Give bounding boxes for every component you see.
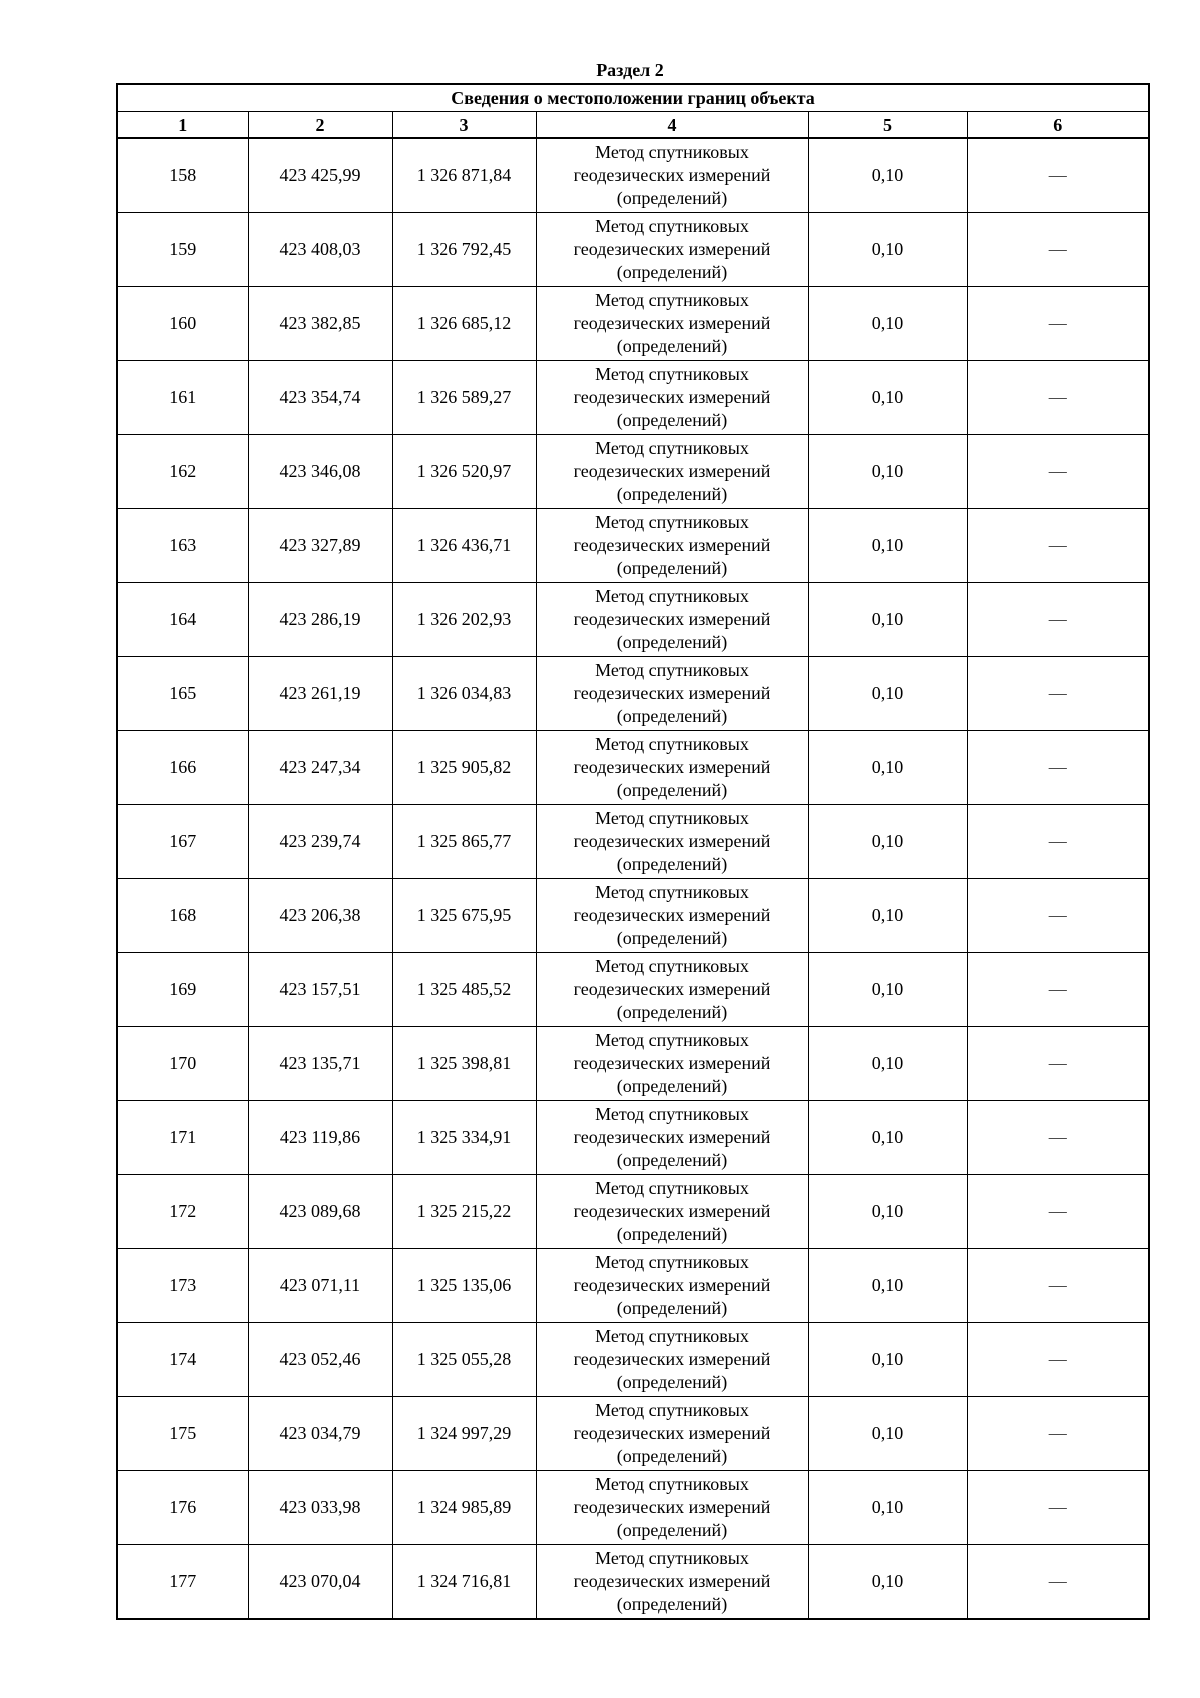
note-cell: — — [967, 1027, 1149, 1101]
accuracy-cell: 0,10 — [808, 1101, 967, 1175]
point-number-cell: 175 — [117, 1397, 248, 1471]
coordinate-y-cell: 1 325 398,81 — [392, 1027, 536, 1101]
method-text: Метод спутниковых геодезических измерений (определений) — [573, 1474, 771, 1540]
method-cell — [536, 657, 808, 731]
coordinate-y-cell: 1 325 905,82 — [392, 731, 536, 805]
note-cell: — — [967, 731, 1149, 805]
point-number-cell: 176 — [117, 1471, 248, 1545]
table-row — [117, 805, 1149, 879]
coordinate-y-cell: 1 326 685,12 — [392, 287, 536, 361]
method-text: Метод спутниковых геодезических измерений (определений) — [573, 1030, 771, 1096]
note-cell: — — [967, 953, 1149, 1027]
point-number-cell: 164 — [117, 583, 248, 657]
coordinate-y-cell: 1 326 202,93 — [392, 583, 536, 657]
coordinate-y-cell: 1 325 135,06 — [392, 1249, 536, 1323]
boundary-table — [116, 83, 1150, 1620]
method-cell — [536, 361, 808, 435]
accuracy-cell: 0,10 — [808, 657, 967, 731]
method-cell — [536, 1027, 808, 1101]
point-number-cell: 169 — [117, 953, 248, 1027]
coordinate-x-cell: 423 286,19 — [248, 583, 392, 657]
table-row — [117, 361, 1149, 435]
table-title: Сведения о местоположении границ объекта — [117, 84, 1149, 112]
point-number-cell: 171 — [117, 1101, 248, 1175]
note-cell: — — [967, 287, 1149, 361]
point-number-cell: 168 — [117, 879, 248, 953]
accuracy-cell: 0,10 — [808, 583, 967, 657]
coordinate-y-cell: 1 326 871,84 — [392, 138, 536, 213]
method-text: Метод спутниковых геодезических измерений (определений) — [573, 660, 771, 726]
table-row — [117, 287, 1149, 361]
accuracy-cell: 0,10 — [808, 1175, 967, 1249]
accuracy-cell: 0,10 — [808, 361, 967, 435]
coordinate-y-cell: 1 325 485,52 — [392, 953, 536, 1027]
point-number-cell: 160 — [117, 287, 248, 361]
coordinate-x-cell: 423 354,74 — [248, 361, 392, 435]
point-number-cell: 163 — [117, 509, 248, 583]
method-cell — [536, 953, 808, 1027]
point-number-cell: 170 — [117, 1027, 248, 1101]
coordinate-y-cell: 1 325 055,28 — [392, 1323, 536, 1397]
table-row — [117, 1101, 1149, 1175]
method-cell — [536, 1397, 808, 1471]
column-header: 2 — [248, 112, 392, 139]
table-row — [117, 953, 1149, 1027]
coordinate-x-cell: 423 247,34 — [248, 731, 392, 805]
point-number-cell: 174 — [117, 1323, 248, 1397]
accuracy-cell: 0,10 — [808, 213, 967, 287]
coordinate-x-cell: 423 033,98 — [248, 1471, 392, 1545]
note-cell: — — [967, 435, 1149, 509]
method-cell — [536, 805, 808, 879]
coordinate-x-cell: 423 346,08 — [248, 435, 392, 509]
table-row — [117, 213, 1149, 287]
note-cell: — — [967, 361, 1149, 435]
accuracy-cell: 0,10 — [808, 287, 967, 361]
coordinate-y-cell: 1 324 716,81 — [392, 1545, 536, 1620]
accuracy-cell: 0,10 — [808, 805, 967, 879]
method-text: Метод спутниковых геодезических измерений (определений) — [573, 1548, 771, 1614]
point-number-cell: 172 — [117, 1175, 248, 1249]
accuracy-cell: 0,10 — [808, 1397, 967, 1471]
note-cell: — — [967, 1101, 1149, 1175]
table-row — [117, 879, 1149, 953]
method-cell — [536, 1471, 808, 1545]
coordinate-y-cell: 1 326 034,83 — [392, 657, 536, 731]
accuracy-cell: 0,10 — [808, 1027, 967, 1101]
method-text: Метод спутниковых геодезических измерений (определений) — [573, 512, 771, 578]
table-row — [117, 1249, 1149, 1323]
table-row — [117, 657, 1149, 731]
note-cell: — — [967, 805, 1149, 879]
point-number-cell: 173 — [117, 1249, 248, 1323]
coordinate-y-cell: 1 326 436,71 — [392, 509, 536, 583]
method-cell — [536, 138, 808, 213]
coordinate-x-cell: 423 408,03 — [248, 213, 392, 287]
note-cell: — — [967, 509, 1149, 583]
coordinate-x-cell: 423 157,51 — [248, 953, 392, 1027]
coordinate-y-cell: 1 325 865,77 — [392, 805, 536, 879]
note-cell: — — [967, 1397, 1149, 1471]
table-row — [117, 509, 1149, 583]
coordinate-x-cell: 423 070,04 — [248, 1545, 392, 1620]
note-cell: — — [967, 583, 1149, 657]
method-text: Метод спутниковых геодезических измерений (определений) — [573, 1326, 771, 1392]
coordinate-y-cell: 1 324 985,89 — [392, 1471, 536, 1545]
table-row — [117, 1323, 1149, 1397]
method-text: Метод спутниковых геодезических измерений (определений) — [573, 1178, 771, 1244]
coordinate-y-cell: 1 324 997,29 — [392, 1397, 536, 1471]
coordinate-y-cell: 1 325 334,91 — [392, 1101, 536, 1175]
coordinate-x-cell: 423 034,79 — [248, 1397, 392, 1471]
coordinate-x-cell: 423 261,19 — [248, 657, 392, 731]
note-cell: — — [967, 1323, 1149, 1397]
method-text: Метод спутниковых геодезических измерений (определений) — [573, 734, 771, 800]
method-text: Метод спутниковых геодезических измерений (определений) — [573, 586, 771, 652]
note-cell: — — [967, 657, 1149, 731]
table-row — [117, 435, 1149, 509]
note-cell: — — [967, 138, 1149, 213]
note-cell: — — [967, 1471, 1149, 1545]
method-text: Метод спутниковых геодезических измерений (определений) — [573, 808, 771, 874]
method-text: Метод спутниковых геодезических измерений (определений) — [573, 142, 771, 208]
coordinate-x-cell: 423 382,85 — [248, 287, 392, 361]
coordinate-y-cell: 1 326 520,97 — [392, 435, 536, 509]
method-text: Метод спутниковых геодезических измерений (определений) — [573, 956, 771, 1022]
method-text: Метод спутниковых геодезических измерений (определений) — [573, 1252, 771, 1318]
coordinate-y-cell: 1 326 792,45 — [392, 213, 536, 287]
point-number-cell: 161 — [117, 361, 248, 435]
method-cell — [536, 435, 808, 509]
method-cell — [536, 1175, 808, 1249]
section-title: Раздел 2 — [596, 60, 664, 80]
method-cell — [536, 509, 808, 583]
point-number-cell: 162 — [117, 435, 248, 509]
table-row — [117, 731, 1149, 805]
table-row — [117, 1471, 1149, 1545]
note-cell: — — [967, 213, 1149, 287]
accuracy-cell: 0,10 — [808, 509, 967, 583]
point-number-cell: 167 — [117, 805, 248, 879]
method-text: Метод спутниковых геодезических измерений (определений) — [573, 882, 771, 948]
column-header: 1 — [117, 112, 248, 139]
coordinate-y-cell: 1 326 589,27 — [392, 361, 536, 435]
method-text: Метод спутниковых геодезических измерений (определений) — [573, 290, 771, 356]
method-cell — [536, 213, 808, 287]
note-cell: — — [967, 1545, 1149, 1620]
accuracy-cell: 0,10 — [808, 731, 967, 805]
accuracy-cell: 0,10 — [808, 879, 967, 953]
table-row — [117, 138, 1149, 213]
accuracy-cell: 0,10 — [808, 1323, 967, 1397]
method-cell — [536, 583, 808, 657]
column-header-row — [117, 112, 1149, 139]
method-cell — [536, 879, 808, 953]
note-cell: — — [967, 879, 1149, 953]
coordinate-x-cell: 423 089,68 — [248, 1175, 392, 1249]
method-cell — [536, 731, 808, 805]
table-row — [117, 583, 1149, 657]
table-title-row — [117, 84, 1149, 112]
point-number-cell: 165 — [117, 657, 248, 731]
method-text: Метод спутниковых геодезических измерений (определений) — [573, 364, 771, 430]
accuracy-cell: 0,10 — [808, 138, 967, 213]
coordinate-x-cell: 423 327,89 — [248, 509, 392, 583]
coordinate-x-cell: 423 206,38 — [248, 879, 392, 953]
coordinate-x-cell: 423 071,11 — [248, 1249, 392, 1323]
accuracy-cell: 0,10 — [808, 435, 967, 509]
coordinate-x-cell: 423 135,71 — [248, 1027, 392, 1101]
method-cell — [536, 1101, 808, 1175]
method-text: Метод спутниковых геодезических измерений (определений) — [573, 216, 771, 282]
point-number-cell: 177 — [117, 1545, 248, 1620]
coordinate-x-cell: 423 052,46 — [248, 1323, 392, 1397]
note-cell: — — [967, 1249, 1149, 1323]
column-header: 6 — [967, 112, 1149, 139]
column-header: 4 — [536, 112, 808, 139]
accuracy-cell: 0,10 — [808, 953, 967, 1027]
method-cell — [536, 287, 808, 361]
table-row — [117, 1175, 1149, 1249]
method-text: Метод спутниковых геодезических измерений (определений) — [573, 438, 771, 504]
point-number-cell: 159 — [117, 213, 248, 287]
table-row — [117, 1397, 1149, 1471]
accuracy-cell: 0,10 — [808, 1471, 967, 1545]
method-text: Метод спутниковых геодезических измерений (определений) — [573, 1400, 771, 1466]
coordinate-x-cell: 423 119,86 — [248, 1101, 392, 1175]
method-cell — [536, 1249, 808, 1323]
accuracy-cell: 0,10 — [808, 1545, 967, 1620]
point-number-cell: 158 — [117, 138, 248, 213]
note-cell: — — [967, 1175, 1149, 1249]
point-number-cell: 166 — [117, 731, 248, 805]
coordinate-y-cell: 1 325 215,22 — [392, 1175, 536, 1249]
method-cell — [536, 1323, 808, 1397]
coordinate-y-cell: 1 325 675,95 — [392, 879, 536, 953]
column-header: 5 — [808, 112, 967, 139]
column-header: 3 — [392, 112, 536, 139]
method-cell — [536, 1545, 808, 1620]
table-row — [117, 1027, 1149, 1101]
coordinate-x-cell: 423 425,99 — [248, 138, 392, 213]
table-body — [117, 84, 1149, 1619]
coordinate-x-cell: 423 239,74 — [248, 805, 392, 879]
method-text: Метод спутниковых геодезических измерений (определений) — [573, 1104, 771, 1170]
table-row — [117, 1545, 1149, 1620]
accuracy-cell: 0,10 — [808, 1249, 967, 1323]
